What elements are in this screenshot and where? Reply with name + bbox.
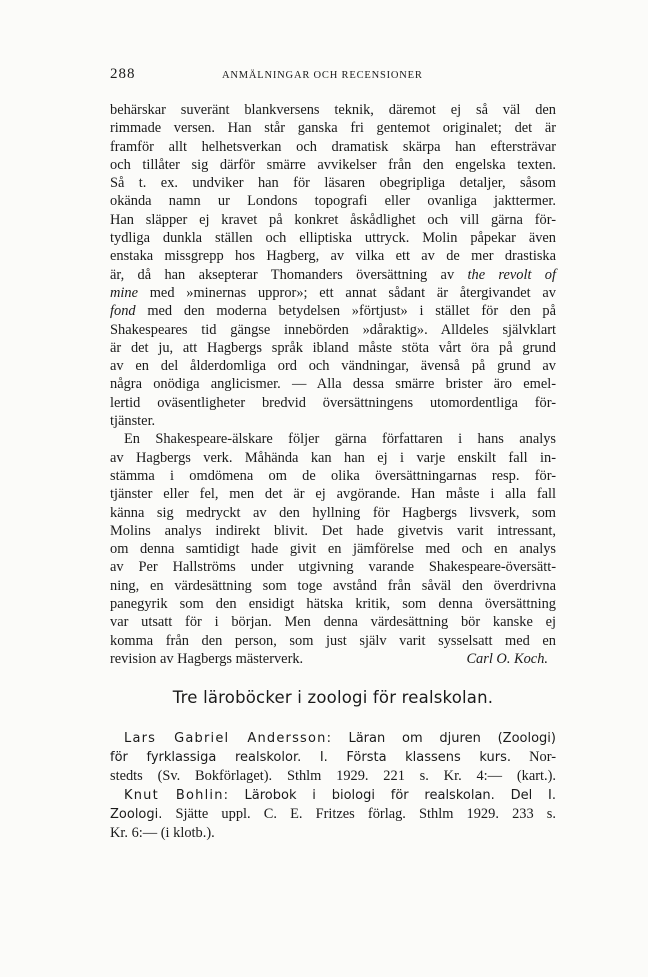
- text-line: om denna samtidigt hade givit en jämförelse med och en analys: [110, 541, 556, 558]
- text-line: behärskar suveränt blankversens teknik, däremot ej så väl den: [110, 102, 556, 118]
- text-line: tjänster eller fel, men det är ej avgörande. Han måste i alla fall: [110, 486, 556, 503]
- author-signature: Carl O. Koch.: [466, 650, 548, 667]
- text-line: Molins analys indirekt blivit. Det hade givetvis varit intressant,: [110, 522, 556, 539]
- book-entry-line: [110, 805, 556, 824]
- text-line: ning, en värdesättning som toge avstånd från såväl den överdrivna: [110, 577, 556, 594]
- text-line: [110, 650, 556, 668]
- text-line: enstaka missgrepp hos Hagberg, av vilka ett av de mer drastiska: [110, 248, 556, 265]
- section-title: Tre läroböcker i zoologi för realskolan.: [172, 688, 494, 707]
- italic-phrase: mine: [110, 284, 138, 301]
- text-span: med den moderna betydelsen »förtjust» i stället för den på: [135, 303, 556, 320]
- text-line: var utsatt för i början. Men denna värdesättning bör kanske ej: [110, 614, 556, 631]
- running-title: ANMÄLNINGAR OCH RECENSIONER: [222, 70, 423, 81]
- book-title: Zoologi.: [110, 806, 163, 822]
- text-line: [110, 284, 556, 302]
- text-line: några onödiga anglicismer. — Alla dessa smärre brister äro emel-: [110, 376, 556, 393]
- text-line: Så t. ex. undviker han för läsaren obegripliga detaljer, såsom: [110, 175, 556, 192]
- text-span: med »minernas uppror»; ett annat sådant är återgivandet av: [137, 284, 556, 301]
- text-line: En Shakespeare-älskare följer gärna författaren i hans analys: [124, 431, 556, 448]
- text-line: komma från den person, som just själv varit sysselsatt med en: [110, 632, 556, 649]
- italic-phrase: the revolt of: [467, 266, 556, 283]
- book-entry-line: [110, 786, 556, 805]
- text-line: av Per Hallströms under utgivning varande Shakespeare-översätt-: [110, 559, 556, 576]
- book-entry-line: [110, 748, 556, 767]
- text-line: tjänster.: [110, 413, 156, 430]
- text-line: okända namn ur Londons topografi eller ovanliga jakttermer.: [110, 193, 556, 210]
- text-line: av Hagbergs verk. Måhända kan han ej i varje enskilt fall in-: [110, 449, 556, 466]
- text-line: lertid oväsentligheter bredvid översättningens utomordentliga för-: [110, 394, 556, 411]
- italic-phrase: fond: [110, 303, 136, 320]
- text-line: rimmade versen. Han står ganska fri gentemot originalet; det är: [110, 120, 556, 137]
- book-author: Knut Bohlin:: [124, 787, 230, 803]
- text-line: stämma i omdömena om de olika översättningarnas resp. för-: [110, 467, 556, 484]
- text-line: Han släpper ej kravet på konkret åskådlighet och vill gärna för-: [110, 211, 556, 228]
- text-line: Shakespeares tid gängse innebörden »dåraktig». Alldeles självklart: [110, 321, 556, 338]
- text-line: [110, 266, 556, 284]
- book-publisher: Sjätte uppl. C. E. Fritzes förlag. Sthlm 1929. 233 s.: [175, 805, 556, 822]
- text-line: tydliga dunkla ställen och elliptiska uttryck. Molin påpekar även: [110, 230, 556, 247]
- book-author: Lars Gabriel Andersson:: [124, 731, 333, 746]
- text-span: revision av Hagbergs mästerverk.: [110, 650, 304, 667]
- page-number: 288: [110, 66, 136, 82]
- text-line: känna sig medryckt av den hyllning för Hagbergs livsverk, som: [110, 504, 556, 521]
- text-line: och tillåter sig därför smärre avvikelser från den engelska texten.: [110, 156, 556, 173]
- book-publisher: Nor-: [529, 749, 556, 766]
- text-span: är, då han aksepterar Thomanders översättning av: [110, 266, 468, 283]
- book-listing: [110, 729, 556, 842]
- text-line: av en del ålderdomliga ord och vändningar, ävenså på grund av: [110, 358, 556, 375]
- book-title: för fyrklassiga realskolor. I. Första klassens kurs.: [110, 750, 512, 766]
- text-line: framför allt helhetsverkan och dramatisk skärpa han eftersträvar: [110, 138, 556, 155]
- book-entry-line: stedts (Sv. Bokförlaget). Sthlm 1929. 221 s. Kr. 4:— (kart.).: [110, 768, 556, 785]
- text-line: panegyrik som den ensidigt hätska kritik, som denna översättning: [110, 596, 556, 613]
- text-line: [110, 302, 556, 320]
- page-header: [110, 66, 556, 86]
- article-body: [110, 101, 556, 668]
- book-entry-line: Kr. 6:— (i klotb.).: [110, 825, 215, 842]
- book-title: Lärobok i biologi för realskolan. Del I.: [244, 787, 556, 803]
- text-line: är det ju, att Hagbergs språk ibland måste stöta vårt öra på grund: [110, 339, 556, 356]
- book-title: Läran om djuren (Zoologi): [348, 731, 556, 746]
- book-entry-line: [110, 729, 556, 748]
